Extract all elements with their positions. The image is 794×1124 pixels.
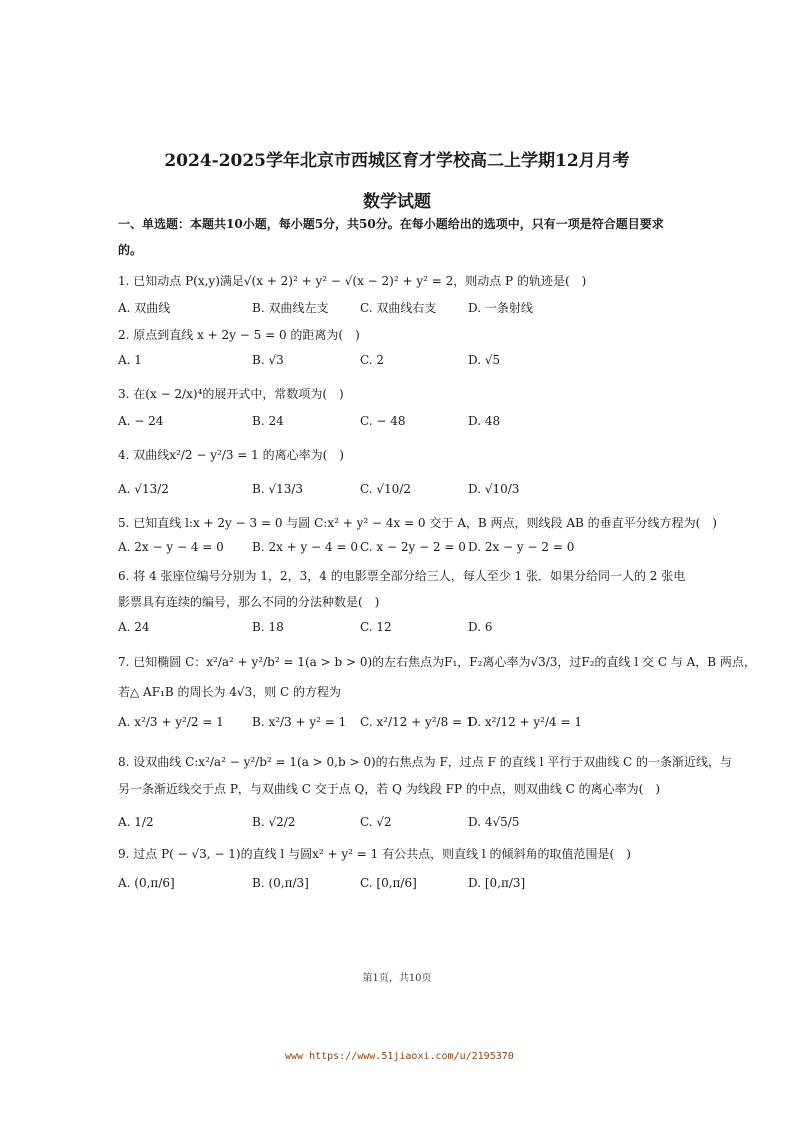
q7-option-c: C. x²/12 + y²/8 = 1 (360, 715, 474, 729)
q8-option-b: B. √2/2 (252, 815, 296, 829)
question-6-line-1: 6. 将 4 张座位编号分别为 1，2，3，4 的电影票全部分给三人，每人至少 1 张．如果分给同一人的 2 张电 (118, 569, 686, 583)
question-6-line-2: 影票具有连续的编号，那么不同的分法种数是( ) (118, 595, 380, 609)
q3-option-d: D. 48 (468, 414, 501, 428)
q1-option-d: D. 一条射线 (468, 301, 533, 315)
question-8-line-1: 8. 设双曲线 C:x²/a² − y²/b² = 1(a > 0,b > 0)的右焦点为 F，过点 F 的直线 l 平行于双曲线 C 的一条渐近线，与 (118, 755, 733, 769)
q7-option-a: A. x²/3 + y²/2 = 1 (118, 715, 224, 729)
q8-option-d: D. 4√5/5 (468, 815, 520, 829)
q2-option-b: B. √3 (252, 353, 284, 367)
q6-option-b: B. 18 (252, 620, 284, 634)
page-footer: 第1页，共10页 (362, 973, 432, 984)
question-9: 9. 过点 P( − √3, − 1)的直线 l 与圆x² + y² = 1 有公共点，则直线 l 的倾斜角的取值范围是( ) (118, 847, 631, 861)
q5-option-a: A. 2x − y − 4 = 0 (118, 540, 224, 554)
q5-option-d: D. 2x − y − 2 = 0 (468, 540, 575, 554)
q4-option-b: B. √13/3 (252, 482, 304, 496)
question-5: 5. 已知直线 l:x + 2y − 3 = 0 与圆 C:x² + y² − 4x = 0 交于 A，B 两点，则线段 AB 的垂直平分线方程为( ) (118, 516, 717, 530)
q4-option-c: C. √10/2 (360, 482, 411, 496)
source-url[interactable]: www https://www.51jiaoxi.com/u/2195370 (285, 1051, 514, 1062)
page-title: 2024-2025学年北京市西城区育才学校高二上学期12月月考 (164, 151, 630, 171)
q7-option-b: B. x²/3 + y² = 1 (252, 715, 347, 729)
page-subtitle: 数学试题 (363, 192, 431, 212)
question-2: 2. 原点到直线 x + 2y − 5 = 0 的距离为( ) (118, 328, 360, 342)
q9-option-a: A. (0,π/6] (118, 876, 175, 890)
q6-option-d: D. 6 (468, 620, 493, 634)
q6-option-a: A. 24 (118, 620, 150, 634)
q8-option-c: C. √2 (360, 815, 392, 829)
q1-option-c: C. 双曲线右支 (360, 301, 437, 315)
q9-option-d: D. [0,π/3] (468, 876, 526, 890)
q3-option-b: B. 24 (252, 414, 284, 428)
q9-option-b: B. (0,π/3] (252, 876, 309, 890)
q3-option-c: C. − 48 (360, 414, 406, 428)
q8-option-a: A. 1/2 (118, 815, 154, 829)
question-3: 3. 在(x − 2/x)⁴的展开式中，常数项为( ) (118, 387, 344, 401)
question-4: 4. 双曲线x²/2 − y²/3 = 1 的离心率为( ) (118, 448, 344, 462)
q6-option-c: C. 12 (360, 620, 392, 634)
q1-option-b: B. 双曲线左支 (252, 301, 329, 315)
q2-option-c: C. 2 (360, 353, 385, 367)
q4-option-a: A. √13/2 (118, 482, 169, 496)
q2-option-d: D. √5 (468, 353, 501, 367)
question-1: 1. 已知动点 P(x,y)满足√(x + 2)² + y² − √(x − 2)² + y² = 2，则动点 P 的轨迹是( ) (118, 274, 587, 288)
q2-option-a: A. 1 (118, 353, 142, 367)
q4-option-d: D. √10/3 (468, 482, 520, 496)
q5-option-c: C. x − 2y − 2 = 0 (360, 540, 466, 554)
question-7-line-1: 7. 已知椭圆 C：x²/a² + y²/b² = 1(a > b > 0)的左右焦点为F₁，F₂离心率为√3/3，过F₂的直线 l 交 C 与 A，B 两点， (118, 655, 756, 669)
q5-option-b: B. 2x + y − 4 = 0 (252, 540, 358, 554)
q9-option-c: C. [0,π/6] (360, 876, 417, 890)
question-8-line-2: 另一条渐近线交于点 P，与双曲线 C 交于点 Q，若 Q 为线段 FP 的中点，则双曲线 C 的离心率为( ) (118, 782, 661, 796)
q1-option-a: A. 双曲线 (118, 301, 171, 315)
section-heading: 一、单选题：本题共10小题，每小题5分，共50分。在每小题给出的选项中，只有一项是符合题目要求的。 (118, 217, 664, 257)
q3-option-a: A. − 24 (118, 414, 164, 428)
question-7-line-2: 若△ AF₁B 的周长为 4√3，则 C 的方程为 (118, 685, 342, 699)
q7-option-d: D. x²/12 + y²/4 = 1 (468, 715, 582, 729)
